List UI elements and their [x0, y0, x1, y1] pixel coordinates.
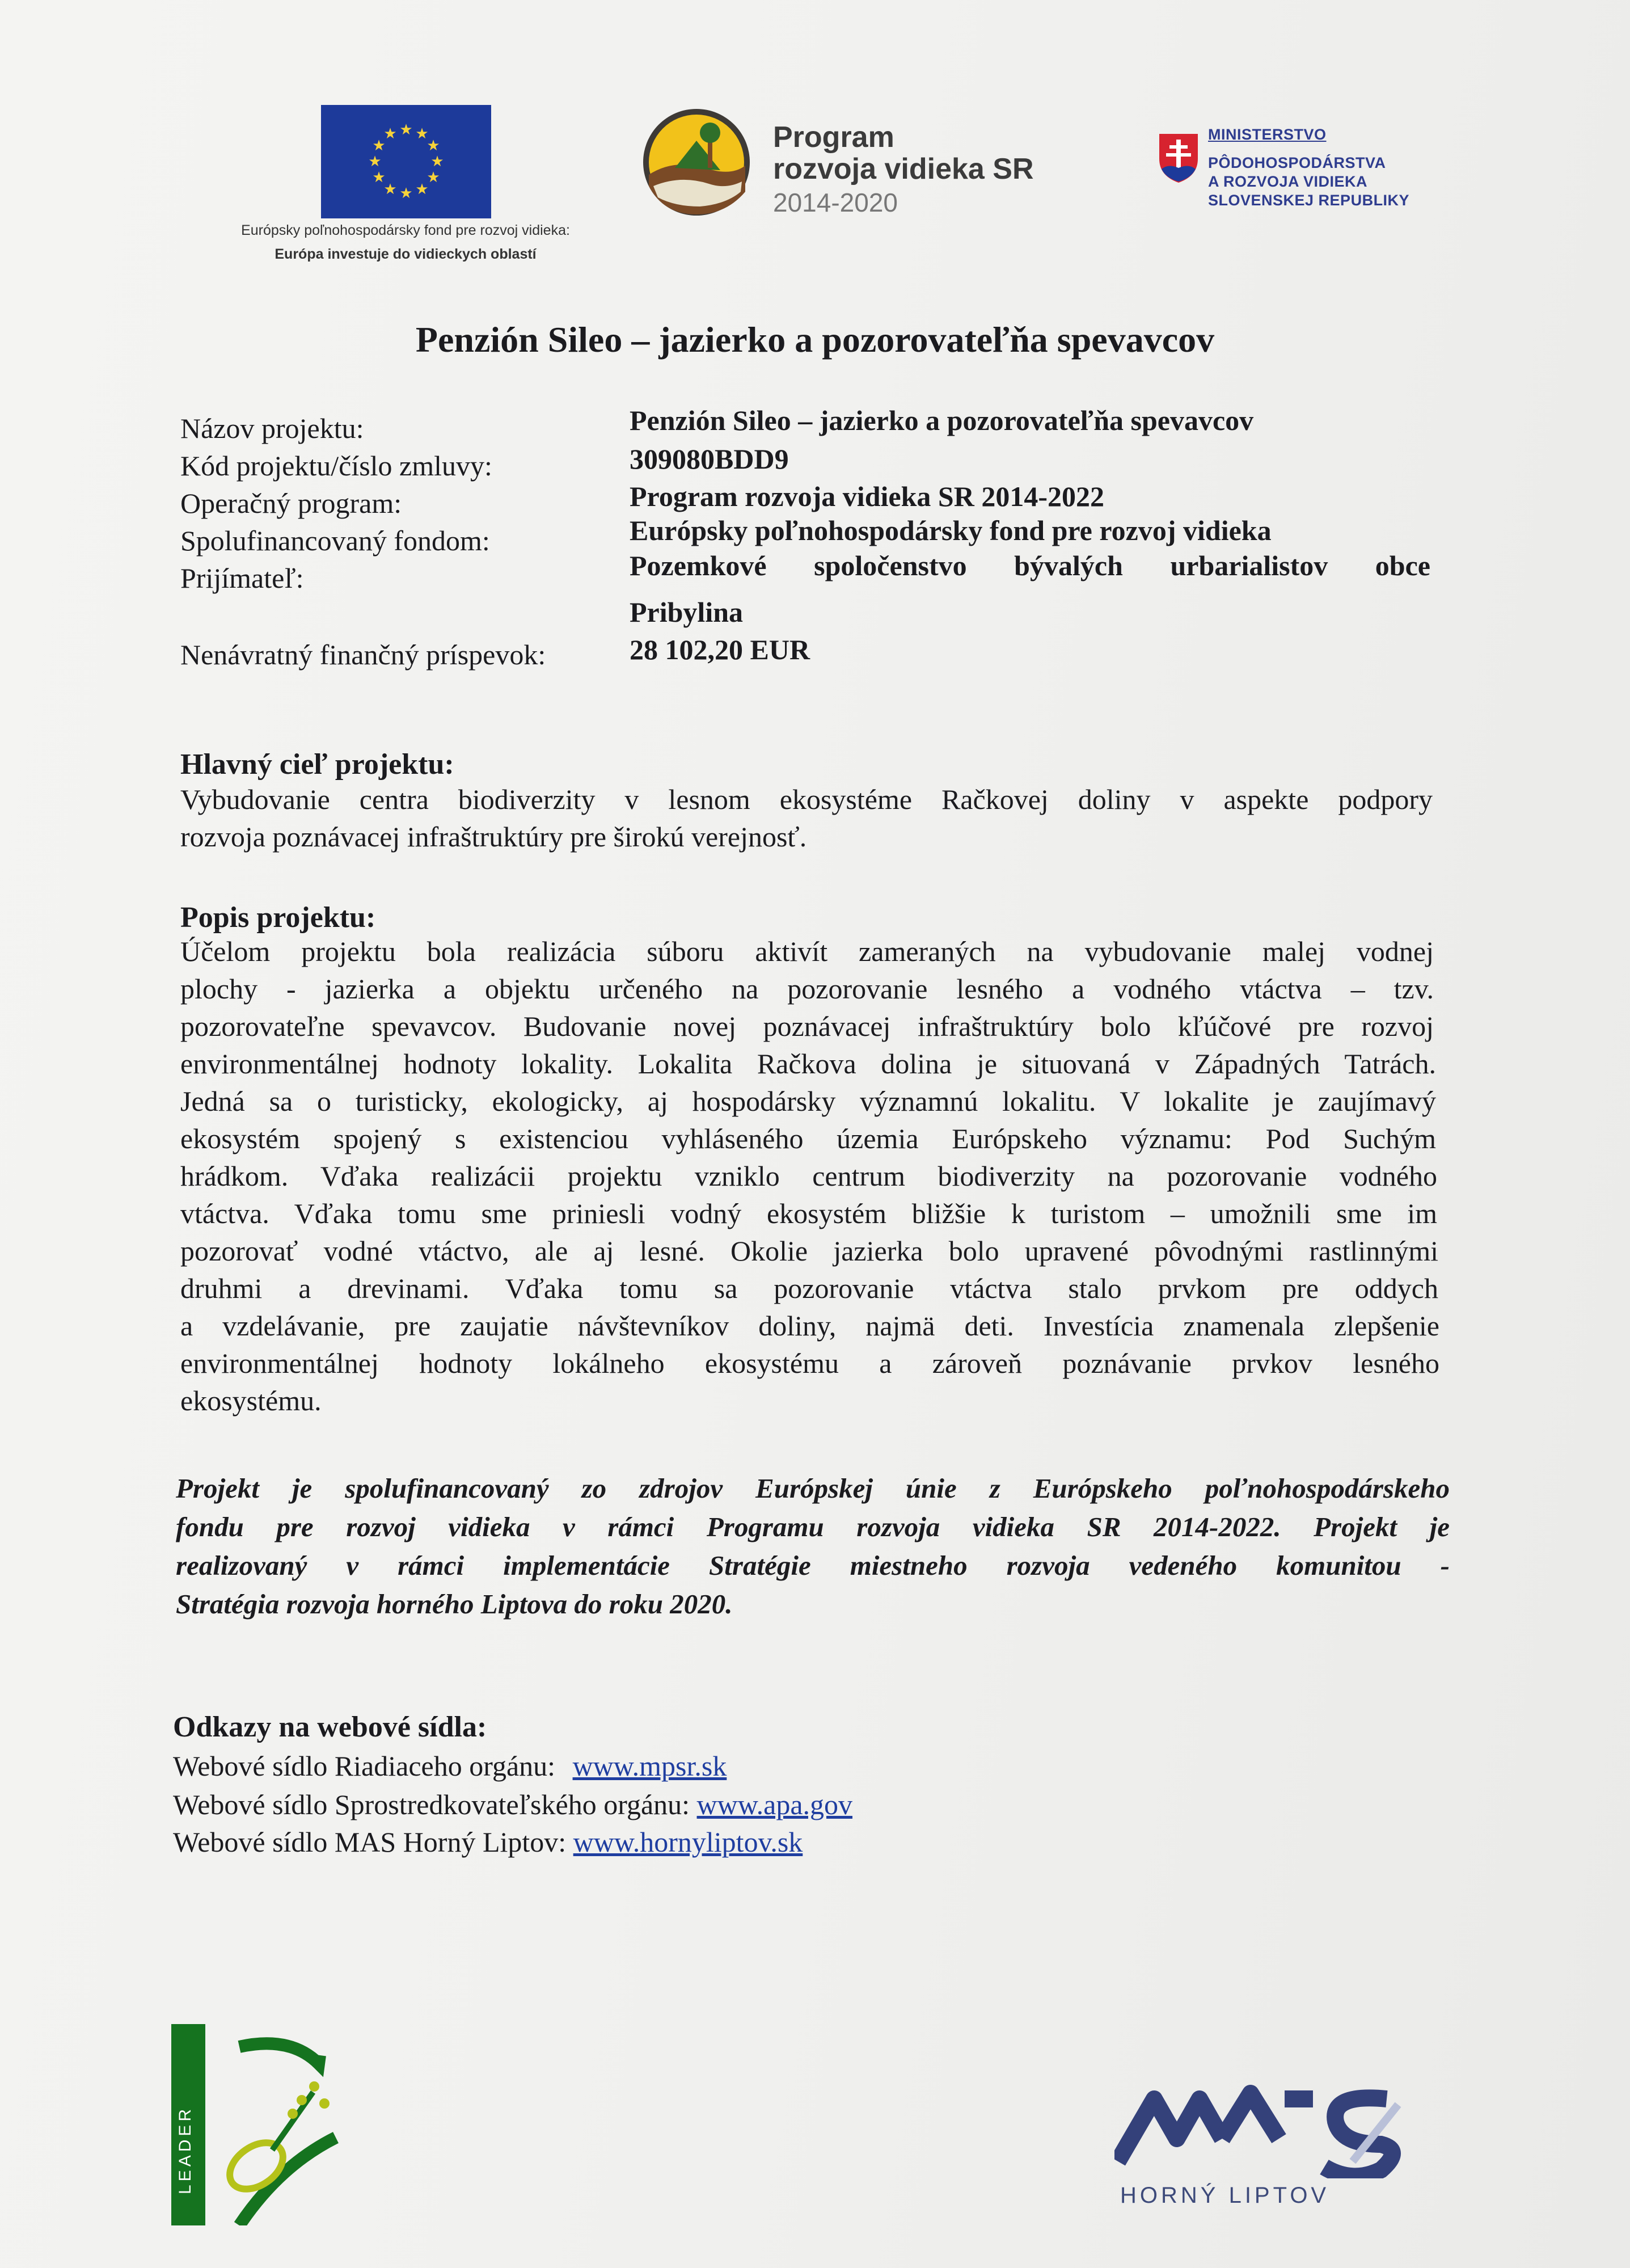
description-line-4: environmentálnej hodnoty lokality. Lokalita Račkova dolina je situovaná v Západných Tatrách.: [180, 1048, 1436, 1080]
info-value-project-code: 309080BDD9: [630, 443, 789, 475]
leader-text: LEADER: [176, 2105, 195, 2194]
info-value-recipient-cont: Pribylina: [630, 596, 744, 628]
ministry-line-1: MINISTERSTVO: [1208, 126, 1327, 143]
description-line-3: pozorovateľne spevavcov. Budovanie novej poznávacej infraštruktúry bolo kľúčové pre rozvoj: [180, 1010, 1434, 1042]
link-row-managing-authority: [173, 1750, 727, 1782]
eu-flag-logo: [321, 105, 491, 218]
description-line-10: druhmi a drevinami. Vďaka tomu sa pozorovanie vtáctva stalo prvkom pre oddych: [180, 1272, 1438, 1304]
link-label-intermediate-body: Webové sídlo Sprostredkovateľského orgánu:: [173, 1789, 690, 1820]
mas-subtitle: HORNÝ LIPTOV: [1120, 2183, 1330, 2208]
info-value-operational-program: Program rozvoja vidieka SR 2014-2022: [630, 480, 1104, 512]
svg-text:★: ★: [415, 181, 429, 198]
svg-text:★: ★: [399, 121, 413, 138]
svg-text:★: ★: [368, 153, 382, 170]
description-line-13: ekosystému.: [180, 1385, 322, 1417]
goal-line-1: Vybudovanie centra biodiverzity v lesnom ekosystéme Račkovej doliny v aspekte podpory: [180, 783, 1433, 815]
svg-text:★: ★: [426, 137, 440, 154]
goal-line-2: rozvoja poznávacej infraštruktúry pre širokú verejnosť.: [180, 821, 807, 853]
link-row-intermediate-body: [173, 1788, 852, 1821]
description-heading: Popis projektu:: [180, 901, 376, 934]
description-line-6: ekosystém spojený s existenciou vyhláseného územia Európskeho významu: Pod Suchým: [180, 1123, 1436, 1154]
description-line-2: plochy - jazierka a objektu určeného na pozorovanie lesného a vodného vtáctva – tzv.: [180, 973, 1434, 1005]
description-line-7: hrádkom. Vďaka realizácii projektu vzniklo centrum biodiverzity na pozorovanie vodného: [180, 1160, 1437, 1192]
slovak-coat-of-arms-icon: [1157, 132, 1200, 184]
description-line-1: Účelom projektu bola realizácia súboru aktivít zameraných na vybudovanie malej vodnej: [180, 935, 1434, 967]
mas-horny-liptov-logo: [1114, 2076, 1409, 2218]
info-value-project-name: Penzión Sileo – jazierko a pozorovateľňa spevavcov: [630, 404, 1254, 436]
info-label-fund: Spolufinancovaný fondom:: [180, 525, 490, 557]
info-label-project-code: Kód projektu/číslo zmluvy:: [180, 450, 492, 482]
link-row-mas: [173, 1826, 803, 1858]
link-hornyliptov[interactable]: www.hornyliptov.sk: [573, 1826, 803, 1858]
info-label-operational-program: Operačný program:: [180, 487, 402, 519]
eu-caption-line-2: Európa investuje do vidieckych oblastí: [275, 246, 537, 262]
info-label-recipient: Prijímateľ:: [180, 562, 304, 594]
description-line-12: environmentálnej hodnoty lokálneho ekosystému a zároveň poznávanie prvkov lesného: [180, 1347, 1439, 1379]
document-title: Penzión Sileo – jazierko a pozorovateľňa spevavcov: [415, 319, 1215, 360]
svg-text:★: ★: [383, 181, 397, 198]
funding-note-line-2: fondu pre rozvoj vidieka v rámci Programu rozvoja vidieka SR 2014-2022. Projekt je: [176, 1511, 1450, 1542]
svg-text:★: ★: [372, 169, 386, 186]
link-mpsr[interactable]: www.mpsr.sk: [572, 1750, 727, 1782]
funding-note-line-1: Projekt je spolufinancovaný zo zdrojov Európskej únie z Európskeho poľnohospodárskeho: [176, 1473, 1450, 1504]
svg-text:★: ★: [383, 125, 397, 142]
prv-title-line-2: rozvoja vidieka SR: [773, 153, 1034, 186]
description-line-5: Jedná sa o turisticky, ekologicky, aj hospodársky významnú lokalitu. V lokalite je zaujímavý: [180, 1085, 1436, 1117]
ministry-line-3: A ROZVOJA VIDIEKA: [1208, 173, 1368, 190]
leader-logo: [171, 2024, 364, 2225]
ministry-line-2: PÔDOHOSPODÁRSTVA: [1208, 154, 1386, 171]
svg-text:★: ★: [430, 153, 444, 170]
info-value-grant: 28 102,20 EUR: [630, 634, 810, 665]
link-label-managing-authority: Webové sídlo Riadiaceho orgánu:: [173, 1750, 556, 1782]
link-apa[interactable]: www.apa.gov: [696, 1789, 853, 1820]
description-line-9: pozorovať vodné vtáctvo, ale aj lesné. Okolie jazierka bolo upravené pôvodnými rastlinnými: [180, 1235, 1438, 1267]
link-label-mas: Webové sídlo MAS Horný Liptov:: [173, 1826, 567, 1858]
info-value-fund: Európsky poľnohospodársky fond pre rozvoj vidieka: [630, 515, 1272, 546]
prv-title-line-1: Program: [773, 121, 894, 154]
funding-note-line-3: realizovaný v rámci implementácie Stratégie miestneho rozvoja vedeného komunitou -: [176, 1550, 1450, 1581]
svg-text:★: ★: [426, 169, 440, 186]
description-line-8: vtáctva. Vďaka tomu sme priniesli vodný ekosystém bližšie k turistom – umožnili sme im: [180, 1198, 1437, 1229]
info-value-recipient: Pozemkové spoločenstvo bývalých urbarialistov obce: [630, 550, 1430, 581]
svg-text:★: ★: [415, 125, 429, 142]
svg-text:★: ★: [372, 137, 386, 154]
funding-note-line-4: Stratégia rozvoja horného Liptova do roku 2020.: [176, 1588, 733, 1620]
svg-text:★: ★: [399, 185, 413, 202]
links-heading: Odkazy na webové sídla:: [173, 1711, 487, 1743]
info-label-grant: Nenávratný finančný príspevok:: [180, 639, 546, 671]
info-label-project-name: Názov projektu:: [180, 412, 364, 444]
goal-heading: Hlavný cieľ projektu:: [180, 748, 454, 781]
prv-title-years: 2014-2020: [773, 188, 898, 217]
ministry-line-4: SLOVENSKEJ REPUBLIKY: [1208, 192, 1410, 209]
eu-caption-line-1: Európsky poľnohospodársky fond pre rozvoj vidieka:: [241, 222, 570, 238]
prv-emblem-logo: [641, 107, 752, 218]
description-line-11: a vzdelávanie, pre zaujatie návštevníkov doliny, najmä deti. Investícia znamenala zlepšenie: [180, 1310, 1439, 1342]
